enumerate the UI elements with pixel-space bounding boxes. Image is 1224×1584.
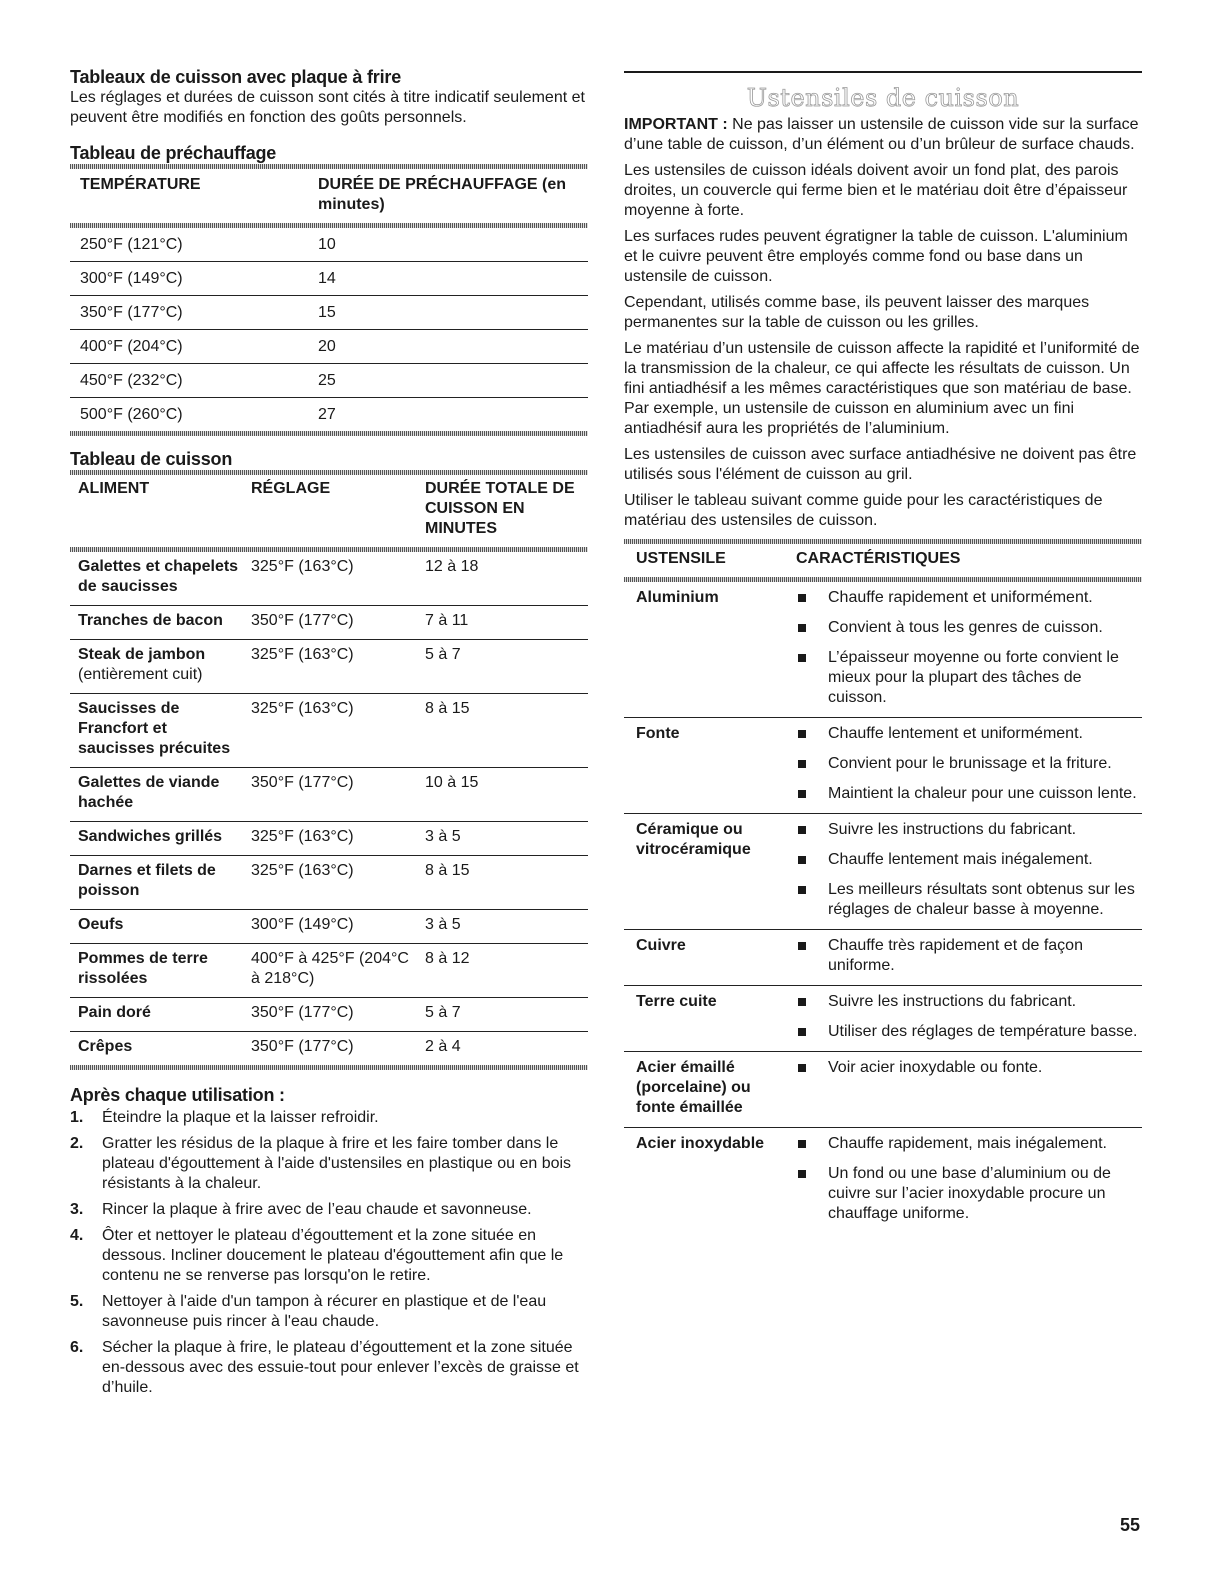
cookware-features <box>784 986 1142 1052</box>
preheat-minutes: 10 <box>308 228 588 262</box>
feature-item: Chauffe très rapidement et de façon uniforme. <box>796 936 1142 976</box>
after-use-step <box>70 1338 588 1398</box>
step-text: Nettoyer à l'aide d'un tampon à récurer en plastique et de l'eau savonneuse puis rincer à l'eau chaude. <box>102 1293 547 1330</box>
step-number: 4. <box>70 1227 84 1244</box>
preheat-row <box>70 262 588 296</box>
cooking-food <box>70 910 243 944</box>
feature-item: Chauffe rapidement, mais inégalement. <box>796 1134 1142 1154</box>
after-use-step <box>70 1108 588 1128</box>
after-use-step <box>70 1292 588 1332</box>
cooking-food <box>70 856 243 910</box>
feature-item: Chauffe lentement mais inégalement. <box>796 850 1142 870</box>
cooking-row <box>70 694 588 768</box>
cookware-material: Acier émaillé (porcelaine) ou fonte émaillée <box>624 1052 784 1128</box>
cookware-row <box>624 814 1142 930</box>
preheat-row <box>70 398 588 432</box>
preheat-heading: Tableau de préchauffage <box>70 143 277 163</box>
cooking-food-name: Galettes et chapelets de saucisses <box>78 558 239 595</box>
cooking-food-name: Darnes et filets de poisson <box>78 862 216 899</box>
preheat-temperature: 250°F (121°C) <box>70 228 308 262</box>
cookware-row <box>624 986 1142 1052</box>
cooking-setting: 350°F (177°C) <box>243 606 417 640</box>
feature-item: Les meilleurs résultats sont obtenus sur les réglages de chaleur basse à moyenne. <box>796 880 1142 920</box>
cooking-time: 3 à 5 <box>417 822 588 856</box>
preheat-temperature: 450°F (232°C) <box>70 364 308 398</box>
cookware-material: Fonte <box>624 718 784 814</box>
cookware-paragraph: Les ustensiles de cuisson idéals doivent avoir un fond plat, des parois droites, un couvercle qui ferme bien et le matériau doit être d’épaisseur moyenne à forte. <box>624 162 1128 219</box>
cooking-row <box>70 606 588 640</box>
preheat-bottom-rule <box>70 431 588 436</box>
important-text: Ne pas laisser un ustensile de cuisson vide sur la surface d’une table de cuisson, d’un élément ou d’un brûleur de surface chauds. <box>624 116 1139 153</box>
cooking-row <box>70 822 588 856</box>
step-number: 1. <box>70 1109 84 1126</box>
cooking-row <box>70 856 588 910</box>
cooking-time: 5 à 7 <box>417 640 588 694</box>
preheat-temperature: 300°F (149°C) <box>70 262 308 296</box>
cooking-col-time: DURÉE TOTALE DE CUISSON EN MINUTES <box>425 480 575 537</box>
feature-list <box>796 724 1142 804</box>
cooking-food-name: Galettes de viande hachée <box>78 774 220 811</box>
cooking-row <box>70 998 588 1032</box>
preheat-temperature: 400°F (204°C) <box>70 330 308 364</box>
cooking-food-name: Pommes de terre rissolées <box>78 950 208 987</box>
feature-list <box>796 820 1142 920</box>
after-use-steps <box>70 1108 588 1398</box>
step-text: Éteindre la plaque et la laisser refroidir. <box>102 1109 379 1126</box>
griddle-heading: Tableaux de cuisson avec plaque à frire <box>70 67 402 87</box>
cookware-material: Cuivre <box>624 930 784 986</box>
step-text: Gratter les résidus de la plaque à frire et les faire tomber dans le plateau d'égouttement à l'aide d'ustensiles en plastique ou en bois résistants à la chaleur. <box>102 1135 572 1192</box>
cookware-paragraph: Utiliser le tableau suivant comme guide pour les caractéristiques de matériau des ustensiles de cuisson. <box>624 492 1103 529</box>
preheat-minutes: 20 <box>308 330 588 364</box>
feature-item: Suivre les instructions du fabricant. <box>796 992 1142 1012</box>
cookware-features <box>784 582 1142 718</box>
cookware-paragraph: Le matériau d’un ustensile de cuisson affecte la rapidité et l’uniformité de la transmission de la chaleur, ce qui affecte les résultats de cuisson. Un fini antiadhésif a les mêmes caractéristiques que son matériau de base. Par exemple, un ustensile de cuisson en aluminium avec un fini antiadhésif aura les propriétés de l’aluminium. <box>624 340 1140 437</box>
cooking-row <box>70 1032 588 1066</box>
cooking-setting: 400°F à 425°F (204°C à 218°C) <box>243 944 417 998</box>
cooking-time: 8 à 15 <box>417 856 588 910</box>
cooking-setting: 325°F (163°C) <box>243 856 417 910</box>
cookware-features <box>784 1052 1142 1128</box>
cookware-col-utensil: USTENSILE <box>636 550 726 567</box>
cooking-food <box>70 944 243 998</box>
cooking-food <box>70 768 243 822</box>
cookware-paragraph: Les surfaces rudes peuvent égratigner la table de cuisson. L'aluminium et le cuivre peuvent être employés comme fond ou base dans un ustensile de cuisson. <box>624 228 1128 285</box>
cooking-row <box>70 552 588 606</box>
cooking-setting: 300°F (149°C) <box>243 910 417 944</box>
feature-item: Maintient la chaleur pour une cuisson lente. <box>796 784 1142 804</box>
preheat-row <box>70 364 588 398</box>
cooking-time: 7 à 11 <box>417 606 588 640</box>
cookware-material: Aluminium <box>624 582 784 718</box>
cooking-col-food: ALIMENT <box>78 480 150 497</box>
title-rule <box>624 71 1142 73</box>
cooking-setting: 325°F (163°C) <box>243 640 417 694</box>
preheat-temperature: 500°F (260°C) <box>80 406 183 423</box>
left-column <box>70 66 588 1404</box>
cooking-food-name: Crêpes <box>78 1038 133 1055</box>
preheat-col-duration: DURÉE DE PRÉCHAUFFAGE (en minutes) <box>318 176 567 213</box>
cooking-setting: 325°F (163°C) <box>243 822 417 856</box>
cooking-time: 8 à 15 <box>417 694 588 768</box>
cookware-material: Céramique ou vitrocéramique <box>624 814 784 930</box>
cookware-row <box>624 718 1142 814</box>
cooking-time: 8 à 12 <box>417 944 588 998</box>
step-number: 5. <box>70 1293 84 1310</box>
cookware-row <box>624 930 1142 986</box>
after-use-step <box>70 1200 588 1220</box>
preheat-minutes: 25 <box>308 364 588 398</box>
cookware-features <box>784 718 1142 814</box>
cooking-food <box>70 1032 243 1066</box>
feature-list <box>796 588 1142 708</box>
step-number: 3. <box>70 1201 84 1218</box>
feature-item: Convient à tous les genres de cuisson. <box>796 618 1142 638</box>
after-use-step <box>70 1226 588 1286</box>
cooking-heading: Tableau de cuisson <box>70 449 233 469</box>
step-number: 6. <box>70 1339 84 1356</box>
cooking-setting: 350°F (177°C) <box>243 768 417 822</box>
cooking-food <box>70 606 243 640</box>
cooking-food-name: Pain doré <box>78 1004 151 1021</box>
feature-item: Suivre les instructions du fabricant. <box>796 820 1142 840</box>
cooking-food-name: Tranches de bacon <box>78 612 223 629</box>
feature-item: Chauffe lentement et uniformément. <box>796 724 1142 744</box>
cooking-food <box>70 822 243 856</box>
cookware-paragraphs <box>624 161 1142 531</box>
cooking-food-note: (entièrement cuit) <box>78 666 203 683</box>
cooking-row <box>70 640 588 694</box>
feature-item: Voir acier inoxydable ou fonte. <box>796 1058 1142 1078</box>
cookware-row <box>624 1052 1142 1128</box>
cookware-table <box>624 544 1142 1233</box>
preheat-minutes: 27 <box>318 406 336 423</box>
preheat-col-temperature: TEMPÉRATURE <box>80 176 201 193</box>
cooking-food-name: Sandwiches grillés <box>78 828 223 845</box>
feature-item: Chauffe rapidement et uniformément. <box>796 588 1142 608</box>
cookware-material: Acier inoxydable <box>636 1135 765 1152</box>
cookware-paragraph: Les ustensiles de cuisson avec surface antiadhésive ne doivent pas être utilisés sous l'élément de cuisson au gril. <box>624 446 1137 483</box>
feature-list <box>796 992 1142 1042</box>
step-number: 2. <box>70 1135 84 1152</box>
cooking-food <box>70 640 243 694</box>
cooking-setting: 350°F (177°C) <box>243 998 417 1032</box>
important-paragraph <box>624 115 1142 155</box>
cooking-time: 10 à 15 <box>417 768 588 822</box>
preheat-temperature: 350°F (177°C) <box>70 296 308 330</box>
cooking-setting: 325°F (163°C) <box>243 694 417 768</box>
cooking-time: 2 à 4 <box>425 1038 461 1055</box>
cooking-time: 12 à 18 <box>417 552 588 606</box>
cooking-setting: 325°F (163°C) <box>243 552 417 606</box>
cooking-setting: 350°F (177°C) <box>251 1038 354 1055</box>
cooking-food <box>70 694 243 768</box>
feature-item: Convient pour le brunissage et la friture. <box>796 754 1142 774</box>
step-text: Rincer la plaque à frire avec de l’eau chaude et savonneuse. <box>102 1201 532 1218</box>
preheat-minutes: 15 <box>308 296 588 330</box>
cooking-time: 3 à 5 <box>417 910 588 944</box>
cooking-row <box>70 944 588 998</box>
cooking-food-name: Oeufs <box>78 916 124 933</box>
cooking-row <box>70 910 588 944</box>
important-label: IMPORTANT : <box>624 116 728 133</box>
right-column <box>624 66 1142 1233</box>
cookware-paragraph: Cependant, utilisés comme base, ils peuvent laisser des marques permanentes sur la table de cuisson ou les grilles. <box>624 294 1090 331</box>
cookware-features <box>784 814 1142 930</box>
cookware-material: Terre cuite <box>624 986 784 1052</box>
page-number: 55 <box>1119 1515 1140 1535</box>
cooking-col-setting: RÉGLAGE <box>251 480 331 497</box>
cooking-food <box>70 552 243 606</box>
cookware-row <box>624 1128 1142 1234</box>
feature-item: L’épaisseur moyenne ou forte convient le mieux pour la plupart des tâches de cuisson. <box>796 648 1142 708</box>
cookware-features <box>784 930 1142 986</box>
step-text: Sécher la plaque à frire, le plateau d’égouttement et la zone située en-dessous avec des essuie-tout pour enlever l’excès de graisse et d’huile. <box>102 1339 579 1396</box>
after-use-step <box>70 1134 588 1194</box>
cooking-bottom-rule <box>70 1065 588 1070</box>
feature-list <box>796 936 1142 976</box>
cookware-features <box>784 1128 1142 1234</box>
cooking-row <box>70 768 588 822</box>
feature-list <box>796 1134 1142 1224</box>
cookware-row <box>624 582 1142 718</box>
cooking-food <box>70 998 243 1032</box>
after-use-heading: Après chaque utilisation : <box>70 1085 285 1105</box>
griddle-intro: Les réglages et durées de cuisson sont cités à titre indicatif seulement et peuvent être modifiés en fonction des goûts personnels. <box>70 89 585 126</box>
cooking-table <box>70 475 588 1065</box>
preheat-table <box>70 169 588 431</box>
cooking-food-name: Saucisses de Francfort et saucisses précuites <box>78 700 231 757</box>
page-title: Ustensiles de cuisson <box>746 84 1020 112</box>
preheat-row <box>70 296 588 330</box>
feature-item: Un fond ou une base d’aluminium ou de cuivre sur l’acier inoxydable procure un chauffage uniforme. <box>796 1164 1142 1224</box>
feature-list <box>796 1058 1142 1078</box>
cooking-time: 5 à 7 <box>417 998 588 1032</box>
step-text: Ôter et nettoyer le plateau d’égouttement et la zone située en dessous. Incliner doucement le plateau d'égouttement afin que le contenu ne se renverse pas lorsqu'on le retire. <box>102 1227 564 1284</box>
cookware-col-features: CARACTÉRISTIQUES <box>796 550 961 567</box>
feature-item: Utiliser des réglages de température basse. <box>796 1022 1142 1042</box>
preheat-minutes: 14 <box>308 262 588 296</box>
preheat-row <box>70 228 588 262</box>
cooking-food-name: Steak de jambon <box>78 646 206 663</box>
preheat-row <box>70 330 588 364</box>
